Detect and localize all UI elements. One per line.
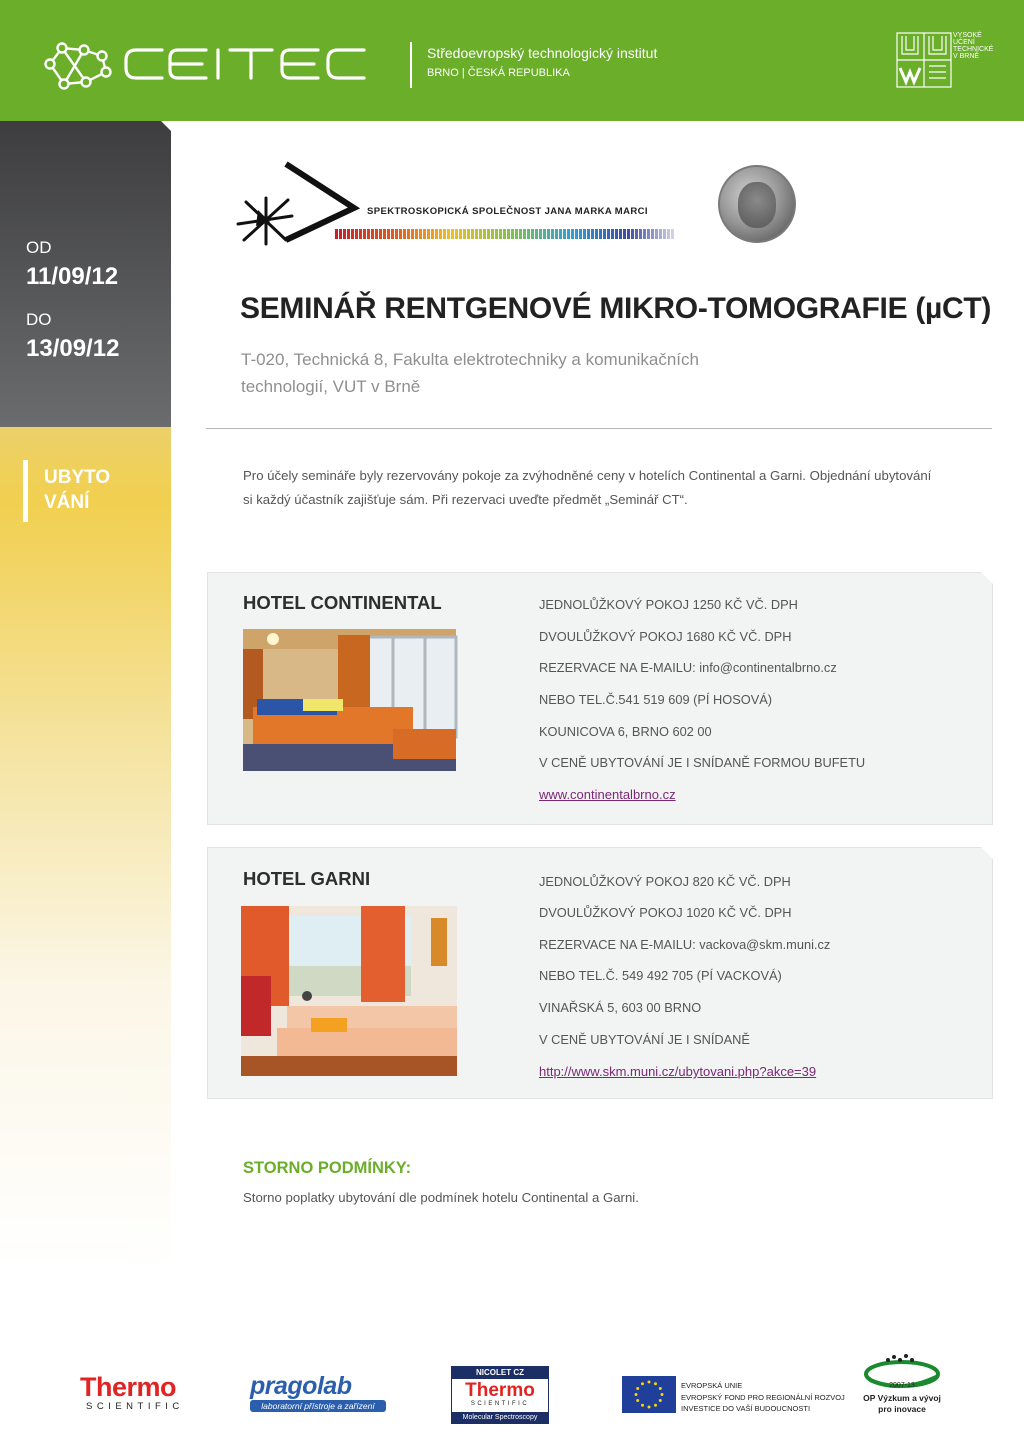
hotel-info-line: NEBO TEL.Č.541 519 609 (PÍ HOSOVÁ)	[539, 692, 773, 707]
page-title: SEMINÁŘ RENTGENOVÉ MIKRO-TOMOGRAFIE (µCT)	[240, 292, 992, 325]
hotel-info-line: DVOULŮŽKOVÝ POKOJ 1680 KČ VČ. DPH	[539, 629, 792, 644]
event-venue: T-020, Technická 8, Fakulta elektrotechniky a komunikačních technologií, VUT v Brně	[241, 350, 699, 396]
date-to-value: 13/09/12	[26, 335, 120, 362]
hotel-name: HOTEL CONTINENTAL	[243, 592, 442, 613]
hotel-info-line: V CENĚ UBYTOVÁNÍ JE I SNÍDANĚ	[539, 1032, 750, 1047]
hotel-garni-photo	[241, 906, 457, 1076]
eu-flag-icon	[622, 1376, 676, 1413]
hotel-continental-link[interactable]: www.continentalbrno.cz	[539, 787, 676, 802]
room-image	[241, 906, 457, 1076]
pragolab-logo: pragolab laboratorní přístroje a zařízení	[250, 1372, 386, 1412]
ceitec-molecule-icon	[42, 38, 114, 92]
institute-name: Středoevropský technologický institut	[427, 45, 658, 61]
hotel-info-line: KOUNICOVA 6, BRNO 602 00	[539, 724, 712, 739]
eu-text: EVROPSKÁ UNIE EVROPSKÝ FOND PRO REGIONÁLNÍ ROZVOJ INVESTICE DO VAŠÍ BUDOUCNOSTI	[681, 1381, 845, 1413]
vut-name: VYSOKÉ UČENÍ TECHNICKÉ V BRNĚ	[953, 32, 994, 60]
institute-location: BRNO | ČESKÁ REPUBLIKA	[427, 67, 570, 79]
card-fold	[981, 847, 993, 859]
hotel-info-line: JEDNOLŮŽKOVÝ POKOJ 1250 KČ VČ. DPH	[539, 597, 798, 612]
storno-title: STORNO PODMÍNKY:	[243, 1159, 412, 1177]
date-from-label: OD	[26, 238, 52, 257]
hotel-info-line: REZERVACE NA E-MAILU: info@continentalbrno.cz	[539, 660, 837, 675]
hotel-info-line: REZERVACE NA E-MAILU: vackova@skm.muni.cz	[539, 937, 831, 952]
header-divider	[410, 42, 412, 88]
vut-logo-icon	[896, 32, 952, 88]
hotel-info-line: V CENĚ UBYTOVÁNÍ JE I SNÍDANĚ FORMOU BUFETU	[539, 755, 866, 770]
intro-paragraph: Pro účely semináře byly rezervovány pokoje za zvýhodněné ceny v hotelích Continental a Garni. Objednání ubytování si každý účastník zajišťuje sám. Při rezervaci uveďte předmět „Seminář CT“.	[243, 468, 932, 507]
room-image	[243, 629, 456, 771]
header-banner	[0, 0, 1024, 121]
date-panel-corner	[161, 121, 171, 131]
spectrum-bar	[335, 229, 675, 239]
thermo-scientific-logo: Thermo SCIENTIFIC	[80, 1372, 184, 1412]
op-text: OP Výzkum a vývoj pro inovace	[863, 1393, 941, 1414]
card-fold	[981, 572, 993, 584]
hotel-name: HOTEL GARNI	[243, 868, 371, 889]
svg-text:CEITEC: CEITEC	[122, 25, 181, 42]
hotel-info-line: JEDNOLŮŽKOVÝ POKOJ 820 KČ VČ. DPH	[539, 874, 791, 889]
date-to-label: DO	[26, 310, 52, 329]
title-divider	[206, 428, 992, 429]
medal-portrait	[738, 182, 776, 228]
hotel-info-line: NEBO TEL.Č. 549 492 705 (PÍ VACKOVÁ)	[539, 968, 782, 983]
hotel-info-line: DVOULŮŽKOVÝ POKOJ 1020 KČ VČ. DPH	[539, 905, 792, 920]
date-from-value: 11/09/12	[26, 263, 119, 290]
svg-text:2007-13: 2007-13	[889, 1382, 915, 1389]
nicolet-logo: NICOLET CZ Thermo SCIENTIFIC Molecular Spectroscopy	[451, 1366, 549, 1424]
ceitec-wordmark	[122, 25, 402, 90]
section-label: UBYTO VÁNÍ	[44, 467, 111, 513]
society-name: SPEKTROSKOPICKÁ SPOLEČNOST JANA MARKA MARCI	[367, 206, 648, 217]
hotel-garni-link[interactable]: http://www.skm.muni.cz/ubytovani.php?akce=39	[539, 1064, 817, 1079]
storno-text: Storno poplatky ubytování dle podmínek hotelu Continental a Garni.	[243, 1190, 639, 1205]
hotel-continental-photo	[243, 629, 456, 771]
hotel-info-line: VINAŘSKÁ 5, 603 00 BRNO	[539, 1000, 702, 1015]
section-marker	[23, 460, 28, 522]
